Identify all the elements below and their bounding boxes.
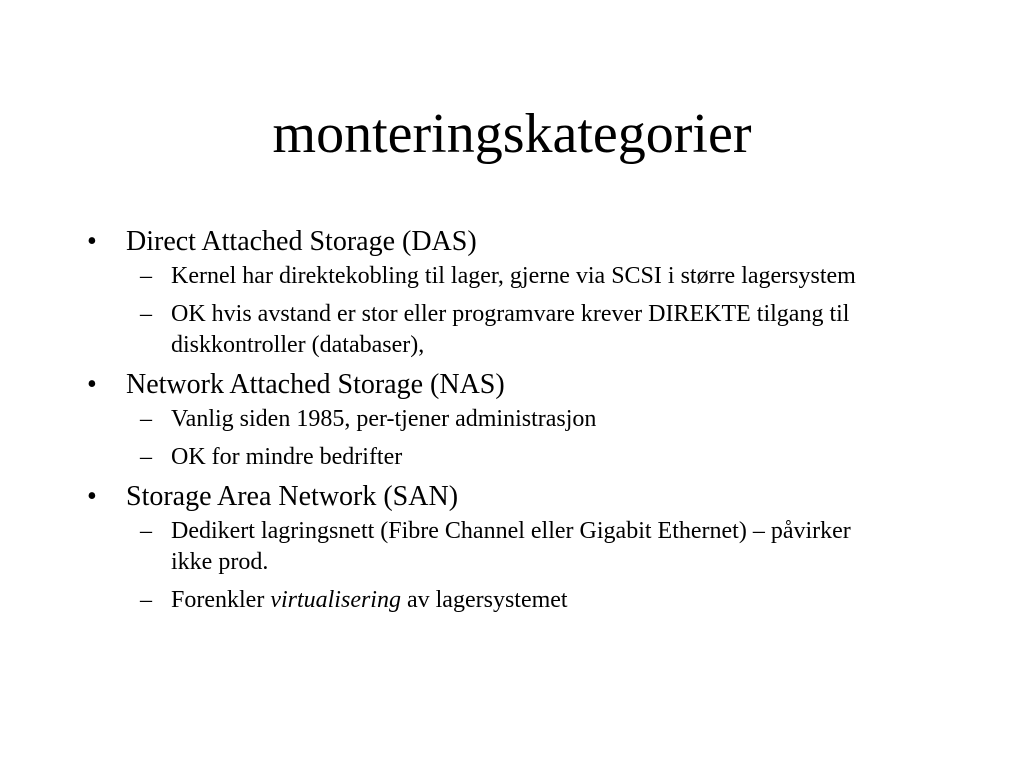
bullet-label: Storage Area Network (SAN)	[126, 481, 459, 512]
sub-bullet-text-prefix: Forenkler	[171, 587, 271, 613]
emphasized-term: virtualisering	[270, 587, 401, 613]
slide-content	[0, 225, 1024, 623]
dash-marker: –	[140, 518, 152, 544]
sub-bullet-text: Vanlig siden 1985, per-tjener administrasjon	[171, 406, 597, 432]
bullet-item-das	[0, 225, 1024, 361]
sub-bullet-item	[0, 299, 1024, 361]
bullet-item-san	[0, 480, 1024, 616]
sub-bullet-text: OK for mindre bedrifter	[171, 444, 403, 470]
dash-marker: –	[140, 301, 152, 327]
dash-marker: –	[140, 406, 152, 432]
sub-bullet-text-suffix: av lagersystemet	[400, 587, 568, 613]
sub-bullet-item	[0, 261, 1024, 292]
dash-marker: –	[140, 263, 152, 289]
dash-marker: –	[140, 587, 152, 613]
bullet-label: Direct Attached Storage (DAS)	[126, 226, 477, 257]
bullet-marker: •	[87, 481, 97, 512]
sub-bullet-text: Dedikert lagringsnett (Fibre Channel eller Gigabit Ethernet) – påvirker ikke prod.	[171, 518, 851, 575]
sub-bullet-text: OK hvis avstand er stor eller programvare krever DIREKTE tilgang til diskkontroller (databaser),	[171, 301, 850, 358]
slide-title: monteringskategorier	[272, 103, 752, 165]
sub-bullet-item	[0, 585, 1024, 616]
bullet-marker: •	[87, 369, 97, 400]
sub-bullet-text: Kernel har direktekobling til lager, gjerne via SCSI i større lagersystem	[171, 263, 856, 289]
sub-bullet-item	[0, 516, 1024, 578]
bullet-item-nas	[0, 368, 1024, 473]
sub-bullet-item	[0, 442, 1024, 473]
bullet-label: Network Attached Storage (NAS)	[126, 369, 505, 400]
bullet-marker: •	[87, 226, 97, 257]
sub-bullet-item	[0, 404, 1024, 435]
dash-marker: –	[140, 444, 152, 470]
